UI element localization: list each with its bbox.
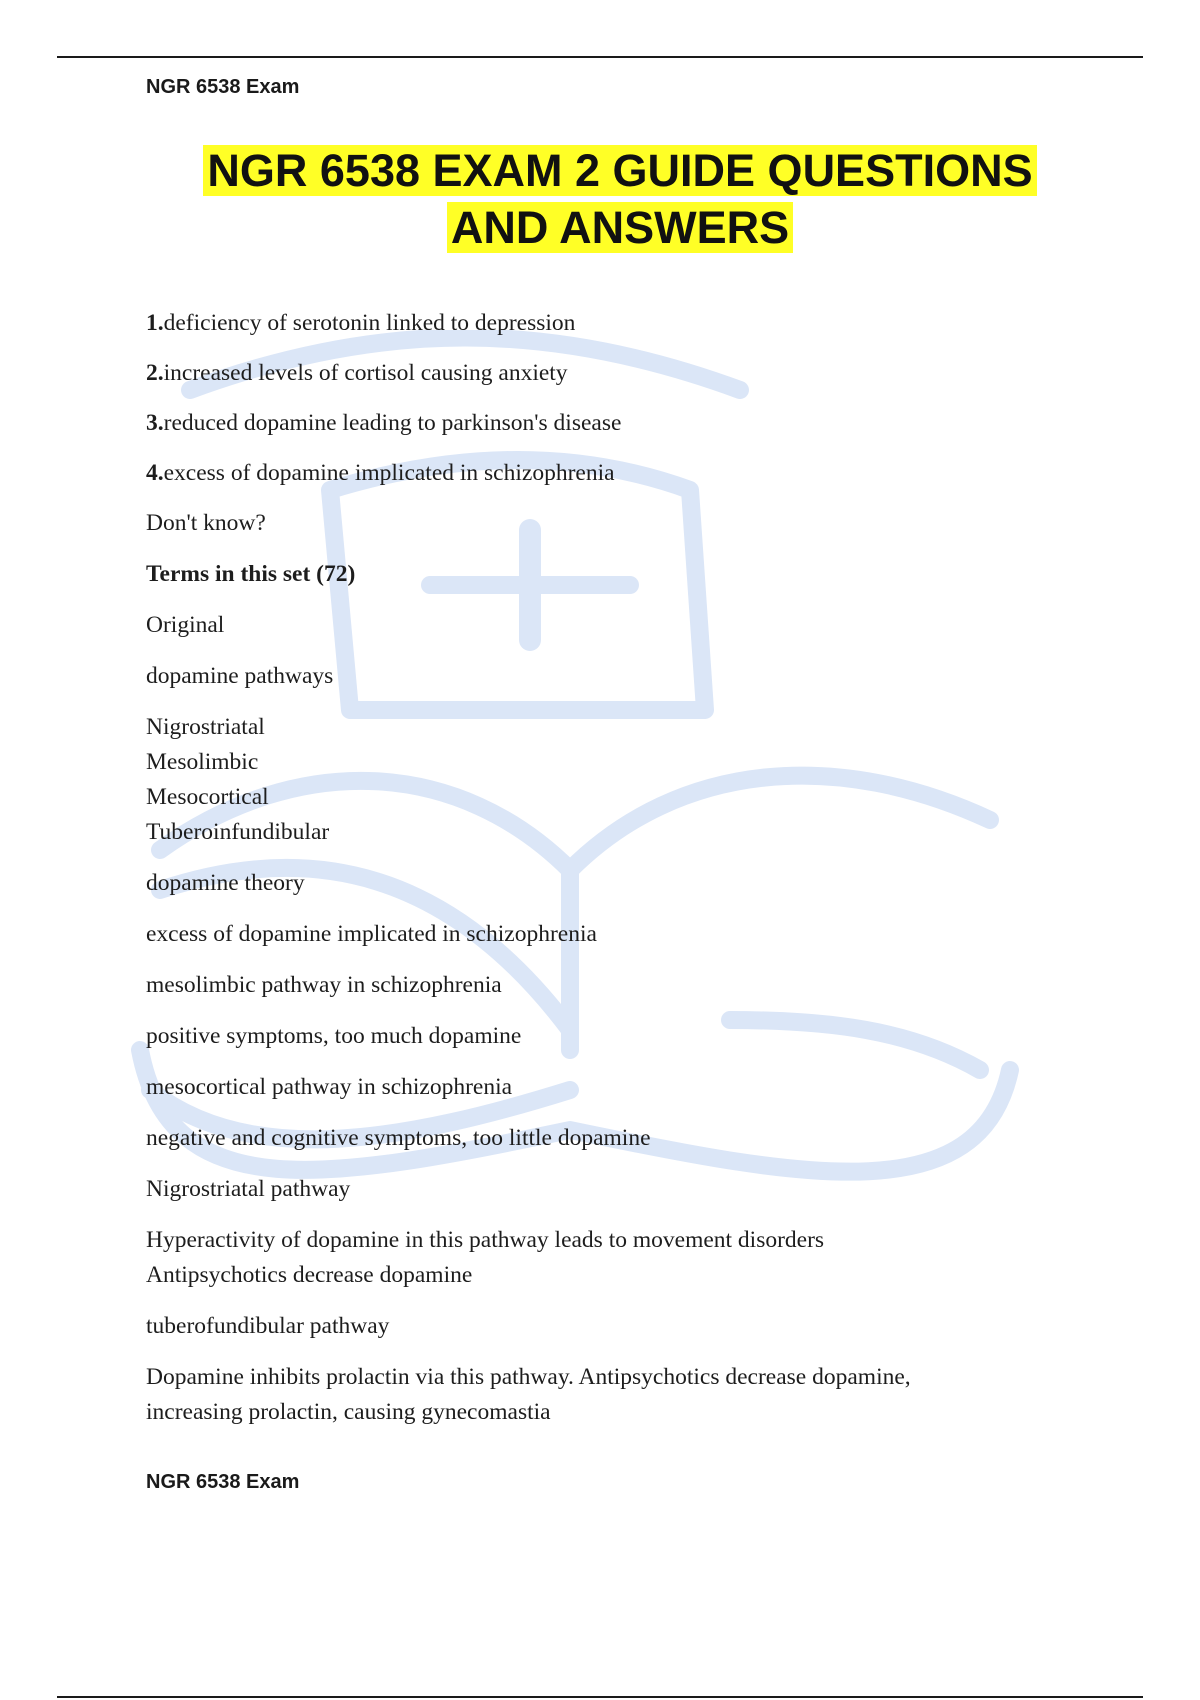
option-text: reduced dopamine leading to parkinson's disease (163, 410, 622, 436)
option-text: excess of dopamine implicated in schizophrenia (163, 460, 615, 486)
answer-option-3 (146, 406, 1106, 441)
dont-know-text: Don't know? (146, 510, 266, 536)
definition-line: Tuberoinfundibular (146, 819, 330, 845)
term-mesocortical: mesocortical pathway in schizophrenia (146, 1074, 513, 1100)
original-label: Original (146, 612, 225, 638)
definition-dopamine-theory: excess of dopamine implicated in schizophrenia (146, 921, 597, 947)
definition-line: Dopamine inhibits prolactin via this pathway. Antipsychotics decrease dopamine, (146, 1364, 911, 1390)
term-mesolimbic: mesolimbic pathway in schizophrenia (146, 972, 502, 998)
title-line-2: AND ANSWERS (447, 202, 793, 253)
top-rule (57, 56, 1143, 58)
definition-mesocortical: negative and cognitive symptoms, too little dopamine (146, 1125, 651, 1151)
terms-heading: Terms in this set (72) (146, 561, 356, 587)
running-header: NGR 6538 Exam (146, 76, 300, 98)
option-text: increased levels of cortisol causing anxiety (163, 360, 568, 386)
answer-option-4 (146, 456, 1106, 491)
definition-line: Mesocortical (146, 784, 269, 810)
term-tuberofundibular: tuberofundibular pathway (146, 1313, 390, 1339)
definition-line: Nigrostriatal (146, 714, 265, 740)
definition-line: increasing prolactin, causing gynecomastia (146, 1399, 551, 1425)
term-dopamine-pathways: dopamine pathways (146, 663, 334, 689)
definition-line: Antipsychotics decrease dopamine (146, 1262, 473, 1288)
option-text: deficiency of serotonin linked to depression (163, 310, 576, 336)
title-line-1: NGR 6538 EXAM 2 GUIDE QUESTIONS (203, 145, 1036, 196)
definition-line: Hyperactivity of dopamine in this pathway leads to movement disorders (146, 1227, 825, 1253)
term-nigrostriatal: Nigrostriatal pathway (146, 1176, 351, 1202)
option-number: 2. (146, 360, 164, 386)
term-dopamine-theory: dopamine theory (146, 870, 305, 896)
answer-option-2 (146, 356, 1106, 391)
running-footer: NGR 6538 Exam (146, 1471, 300, 1493)
definition-line: Mesolimbic (146, 749, 259, 775)
document-title (80, 142, 1160, 256)
option-number: 4. (146, 460, 164, 486)
definition-dopamine-pathways (146, 710, 1106, 850)
bottom-rule (57, 1696, 1143, 1698)
option-number: 1. (146, 310, 164, 336)
document-body (146, 306, 1106, 1446)
option-number: 3. (146, 410, 164, 436)
definition-mesolimbic: positive symptoms, too much dopamine (146, 1023, 522, 1049)
definition-nigrostriatal (146, 1223, 1106, 1293)
definition-tuberofundibular (146, 1360, 1106, 1430)
answer-option-1 (146, 306, 1106, 341)
